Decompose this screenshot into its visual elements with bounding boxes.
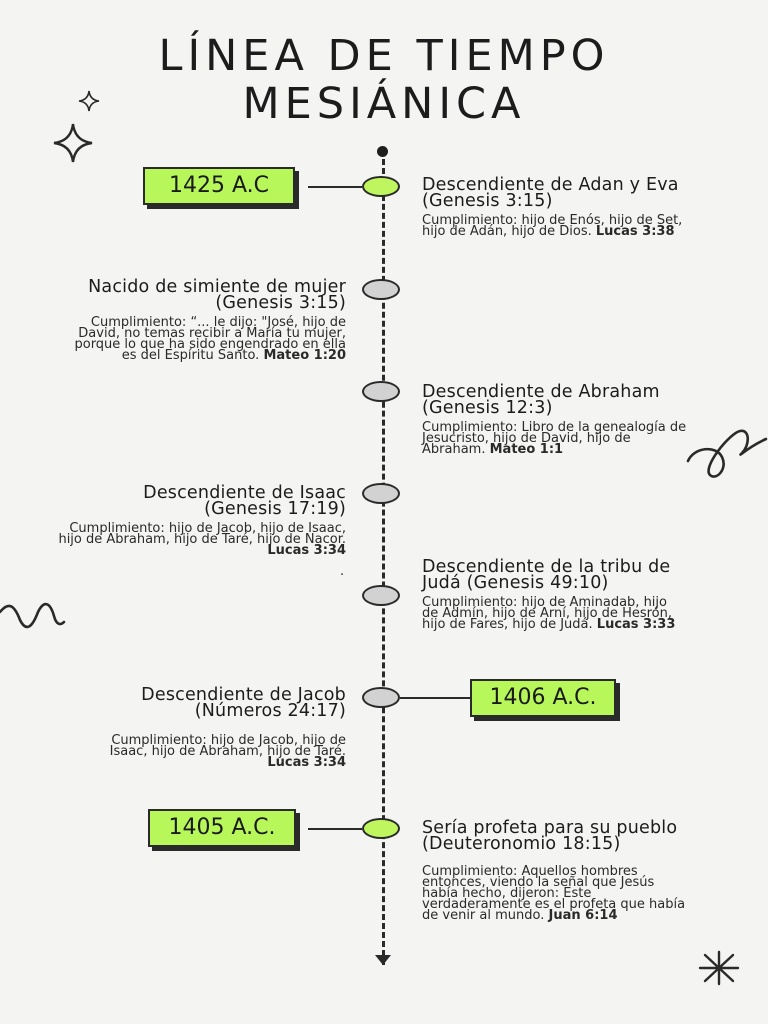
timeline-node-4 xyxy=(362,483,400,504)
event-title: Descendiente de Abraham (Genesis 12:3) xyxy=(422,382,660,418)
event-6 xyxy=(58,687,346,768)
event-4 xyxy=(58,485,346,556)
timeline-node-6 xyxy=(362,687,400,708)
event-title: Descendiente de Isaac (Genesis 17:19) xyxy=(143,483,346,519)
event-title: Descendiente de Jacob (Números 24:17) xyxy=(141,685,346,721)
page-title-line-1: LÍNEA DE TIEMPO xyxy=(158,31,610,81)
timeline-start-dot xyxy=(377,146,388,157)
event-body: Cumplimiento: hijo de Jacob, hijo de Isaac, hijo de Abraham, hijo de Taré. Lucas 3:34 xyxy=(109,733,346,770)
event-body: Cumplimiento: Aquellos hombres entonces, viendo la señal que Jesús había hecho, dijeron: Este verdaderamente es el profeta que había de venir al mundo. Juan 6:14 xyxy=(422,864,686,923)
event-3 xyxy=(422,384,702,455)
zigzag-icon xyxy=(0,598,66,634)
event-body: Cumplimiento: hijo de Enós, hijo de Set, hijo de Adán, hijo de Dios. Lucas 3:38 xyxy=(422,213,683,239)
event-body: Cumplimiento: “... le dijo: "José, hijo de David, no temas recibir a María tu mujer, porque lo que ha sido engendrado en ella es del Espíritu Santo. Mateo 1:20 xyxy=(74,315,346,363)
stray-dot: . xyxy=(340,564,345,579)
date-badge-1406: 1406 A.C. xyxy=(470,679,616,717)
timeline-node-1 xyxy=(362,176,400,197)
event-title: Descendiente de Adan y Eva (Genesis 3:15) xyxy=(422,175,679,211)
event-reference: Lucas 3:34 xyxy=(267,543,346,558)
event-reference: Lucas 3:38 xyxy=(595,224,675,239)
page-title-line-2: MESIÁNICA xyxy=(242,79,526,129)
asterisk-icon xyxy=(697,950,741,986)
event-reference: Juan 6:14 xyxy=(548,908,618,923)
sparkle-icon xyxy=(52,122,94,164)
timeline-arrow-icon xyxy=(375,955,391,965)
timeline-node-3 xyxy=(362,381,400,402)
event-title: Sería profeta para su pueblo (Deuteronomio 18:15) xyxy=(422,818,678,854)
event-reference: Mateo 1:20 xyxy=(263,348,346,363)
event-title: Nacido de simiente de mujer (Genesis 3:15) xyxy=(88,277,346,313)
sparkle-small-icon xyxy=(78,90,100,112)
date-badge-1405: 1405 A.C. xyxy=(148,809,296,847)
connector-3 xyxy=(308,828,362,830)
date-badge-1425: 1425 A.C xyxy=(143,167,295,205)
event-1 xyxy=(422,177,712,237)
timeline-node-7 xyxy=(362,818,400,839)
event-5 xyxy=(422,559,712,630)
event-reference: Lucas 3:34 xyxy=(267,755,346,770)
event-7 xyxy=(422,820,707,921)
timeline-axis xyxy=(382,150,385,965)
event-reference: Lucas 3:33 xyxy=(596,617,676,632)
event-body: Cumplimiento: Libro de la genealogía de Jesucristo, hijo de David, hijo de Abraham. Mateo 1:1 xyxy=(422,420,687,457)
event-title: Descendiente de la tribu de Judá (Genesis 49:10) xyxy=(422,557,671,593)
connector-2 xyxy=(400,697,470,699)
event-body: Cumplimiento: hijo de Aminadab, hijo de Admín, hijo de Arní, hijo de Hesrón, hijo de Fares, hijo de Judá. Lucas 3:33 xyxy=(422,595,676,632)
timeline-node-5 xyxy=(362,585,400,606)
timeline-node-2 xyxy=(362,279,400,300)
event-2 xyxy=(58,279,346,361)
connector-1 xyxy=(308,186,362,188)
event-reference: Mateo 1:1 xyxy=(489,442,564,457)
event-body: Cumplimiento: hijo de Jacob, hijo de Isaac, hijo de Abraham, hijo de Taré, hijo de Nacor. Lucas 3:34 xyxy=(58,521,346,558)
